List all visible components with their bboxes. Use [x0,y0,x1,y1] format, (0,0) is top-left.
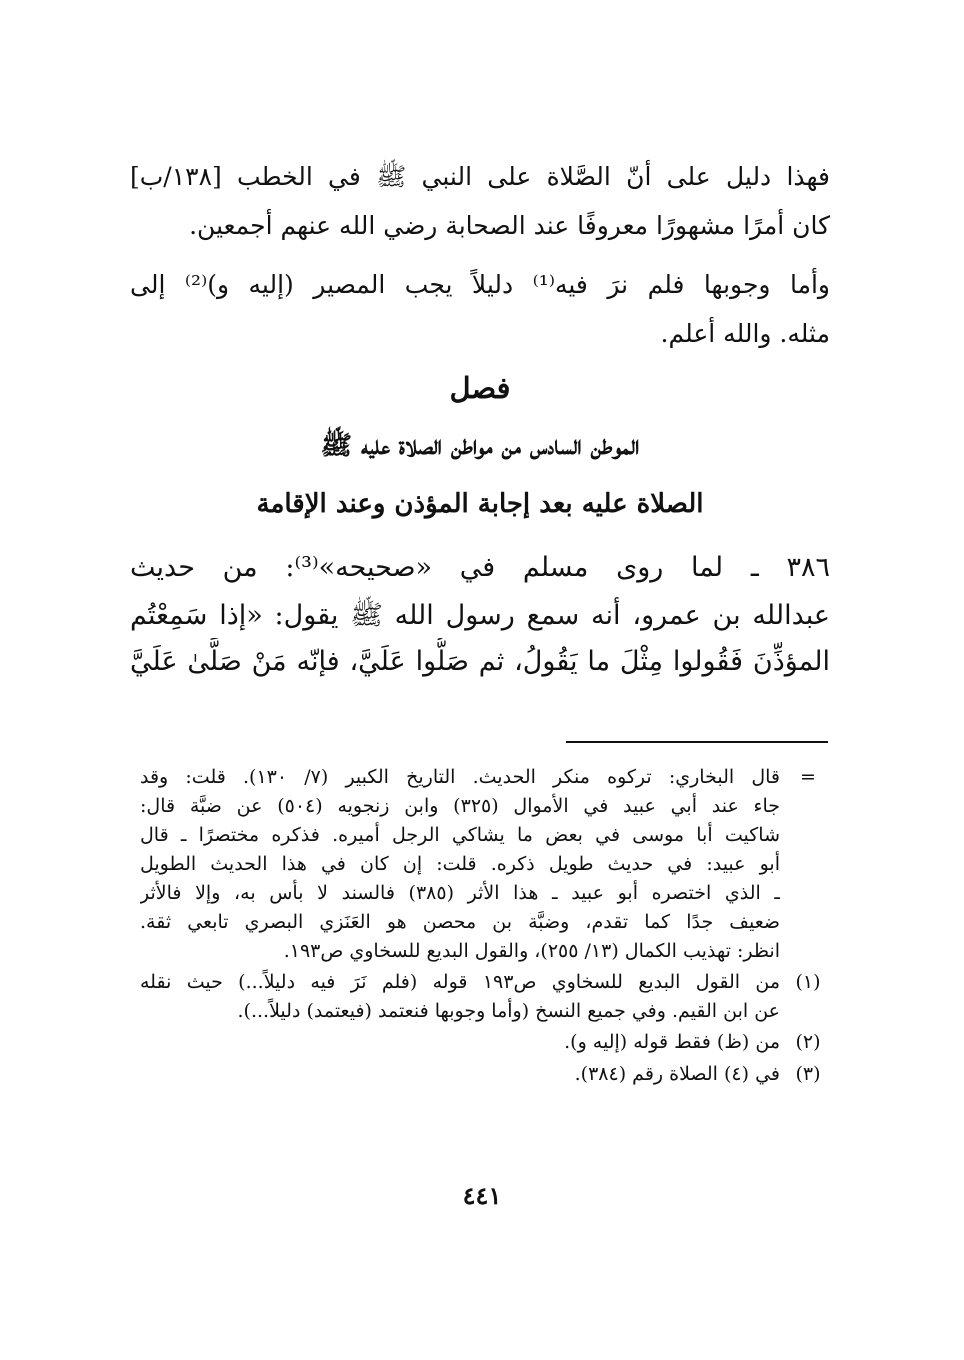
section-heading-fasl: فصل [449,371,511,405]
page-number: ٤٤١ [462,1181,502,1210]
section-heading-mawtin: الموطن السادس من مواطن الصلاة عليه ﷺ [320,431,640,461]
footnote-continuation-line: قال البخاري: تركوه منكر الحديث. التاريخ الكبير (٧/ ١٣٠). قلت: وقد [140,766,780,788]
footnote-continuation-line: ـ الذي اختصره أبو عبيد ـ هذا الأثر (٣٨٥) فالسند لا بأس به، وإلا فالأثر [140,882,780,904]
footnote-2-line: من (ظ) فقط قوله (إليه و). [564,1031,780,1053]
footnote-continuation-line: انظر: تهذيب الكمال (١٣/ ٢٥٥)، والقول البديع للسخاوي ص١٩٣. [283,940,780,962]
para2-line2: مثله. والله أعلم. [660,319,830,348]
hadith-line2: عبدالله بن عمرو، أنه سمع رسول الله ﷺ يقول: «إذا سَمِعْتُم [130,600,830,631]
footnote-1-line: عن ابن القيم. وفي جميع النسخ (وأما وجوبها فنعتمد (فيعتمد) دليلاً...). [237,1000,780,1022]
para2-line1: وأما وجوبها فلم نرَ فيه⁽¹⁾ دليلاً يجب المصير (إليه و)⁽²⁾ إلى [130,270,830,299]
footnote-continuation-line: ضعيف جدًا كما تقدم، وضبَّة بن محصن هو العَنَزي البصري تابعي ثقة. [140,911,780,933]
hadith-line1: ٣٨٦ ـ لما روى مسلم في «صحيحه»⁽³⁾: من حديث [130,552,830,583]
footnote-continuation-line: جاء عند أبي عبيد في الأموال (٣٢٥) وابن زنجويه (٥٠٤) عن ضبَّة قال: [140,795,780,817]
footnote-continuation-mark: = [800,766,816,788]
footnote-1-marker: (١) [795,971,821,993]
footnote-3-marker: (٣) [795,1063,821,1085]
section-heading-salat: الصلاة عليه بعد إجابة المؤذن وعند الإقامة [256,489,704,519]
footnote-3-line: في (٤) الصلاة رقم (٣٨٤). [574,1063,780,1085]
footnote-continuation-line: أبو عبيد: في حديث طويل ذكره. قلت: إن كان في هذا الحديث الطويل [140,853,780,875]
footnote-2-marker: (٢) [795,1031,821,1053]
footnote-1-line: من القول البديع للسخاوي ص١٩٣ قوله (فلم نَرَ فيه دليلاً...) حيث نقله [140,971,780,993]
footnote-separator [566,741,828,743]
hadith-line3: المؤذِّنَ فَقُولوا مِثْلَ ما يَقُولُ، ثم صَلُّوا عَلَيَّ، فإنّه مَنْ صَلَّىٰ عَلَيَّ [130,646,830,677]
para1-line1: فهذا دليل على أنّ الصَّلاة على النبي ﷺ في الخطب [١٣٨/ب] [130,162,830,191]
footnote-continuation-line: شاكيت أبا موسى في بعض ما يشاكي الرجل أميره. فذكره مختصرًا ـ قال [140,824,780,846]
para1-line2: كان أمرًا مشهورًا معروفًا عند الصحابة رضي الله عنهم أجمعين. [189,211,830,240]
